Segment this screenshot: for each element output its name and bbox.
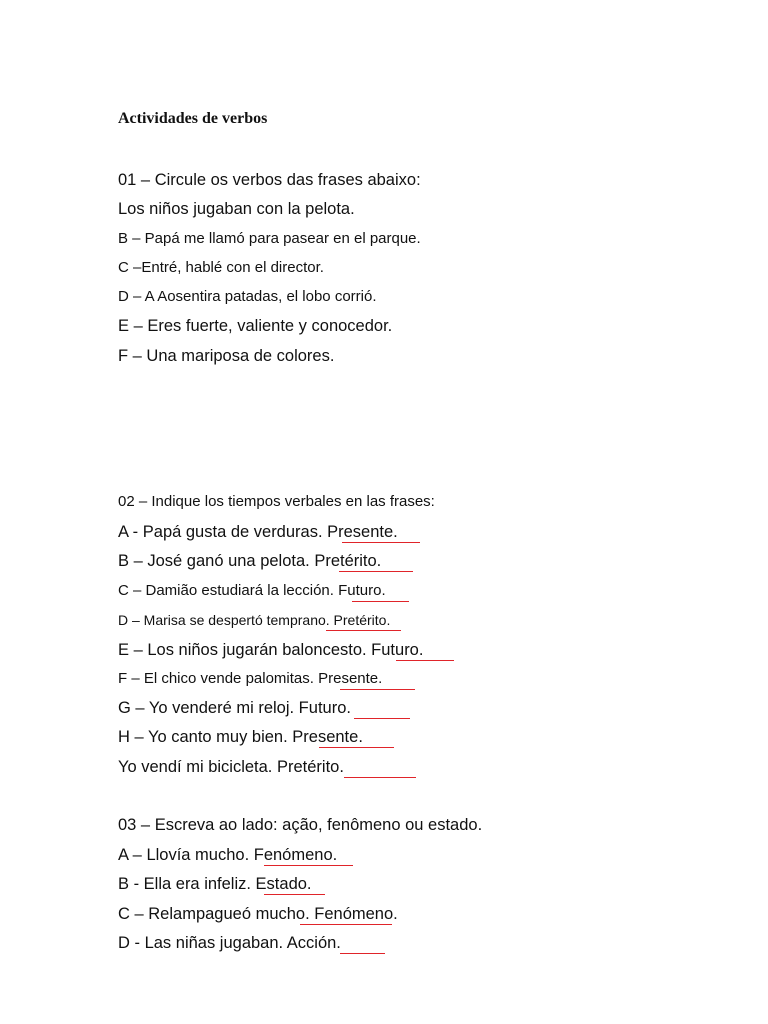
section-2-heading: 02 – Indique los tiempos verbales en las frases:	[118, 493, 435, 510]
answer-underline	[326, 630, 401, 631]
answer-underline	[352, 601, 409, 602]
answer-underline	[339, 571, 413, 572]
sentence-text: G – Yo venderé mi reloj. Futuro.	[118, 699, 351, 717]
section-1-line: D – A Aosentira patadas, el lobo corrió.	[118, 288, 377, 305]
section-2-line	[118, 640, 423, 660]
section-2-line	[118, 698, 351, 718]
section-1-line: B – Papá me llamó para pasear en el parque.	[118, 230, 421, 247]
section-2-line	[118, 581, 386, 601]
section-1-line: F – Una mariposa de colores.	[118, 347, 335, 365]
sentence-text: D – Marisa se despertó temprano. Pretérito.	[118, 612, 391, 628]
section-3-line	[118, 904, 398, 924]
section-2-line	[118, 610, 390, 630]
sentence-text: D - Las niñas jugaban. Acción.	[118, 934, 341, 952]
section-3-line	[118, 845, 337, 865]
sentence-text: H – Yo canto muy bien. Presente.	[118, 728, 363, 746]
answer-underline	[340, 953, 385, 954]
sentence-text: B - Ella era infeliz. Estado.	[118, 875, 312, 893]
answer-underline	[342, 542, 420, 543]
sentence-text: E – Los niños jugarán baloncesto. Futuro.	[118, 641, 424, 659]
section-1-heading: 01 – Circule os verbos das frases abaixo:	[118, 171, 421, 189]
sentence-text: Yo vendí mi bicicleta. Pretérito.	[118, 758, 344, 776]
section-2-line	[118, 669, 382, 689]
section-1-line: Los niños jugaban con la pelota.	[118, 200, 355, 218]
sentence-text: A - Papá gusta de verduras. Presente.	[118, 523, 398, 541]
answer-underline	[264, 894, 325, 895]
section-2-line	[118, 727, 363, 747]
answer-underline	[264, 865, 353, 866]
sentence-text: C – Relampagueó mucho. Fenómeno.	[118, 905, 398, 923]
document-title: Actividades de verbos	[118, 110, 268, 127]
answer-underline	[354, 718, 410, 719]
section-3-line	[118, 933, 341, 953]
section-3-line	[118, 874, 312, 894]
sentence-text: F – El chico vende palomitas. Presente.	[118, 670, 383, 687]
answer-underline	[396, 660, 454, 661]
section-2-line	[118, 757, 344, 777]
sentence-text: A – Llovía mucho. Fenómeno.	[118, 846, 338, 864]
section-1-line: E – Eres fuerte, valiente y conocedor.	[118, 317, 393, 335]
section-2-line	[118, 551, 381, 571]
sentence-text: C – Damião estudiará la lección. Futuro.	[118, 582, 386, 599]
answer-underline	[300, 924, 392, 925]
answer-underline	[344, 777, 416, 778]
answer-underline	[319, 747, 394, 748]
section-1-line: C –Entré, hablé con el director.	[118, 259, 324, 276]
sentence-text: B – José ganó una pelota. Pretérito.	[118, 552, 382, 570]
section-2-line	[118, 522, 398, 542]
section-3-heading: 03 – Escreva ao lado: ação, fenômeno ou estado.	[118, 816, 483, 834]
answer-underline	[340, 689, 415, 690]
